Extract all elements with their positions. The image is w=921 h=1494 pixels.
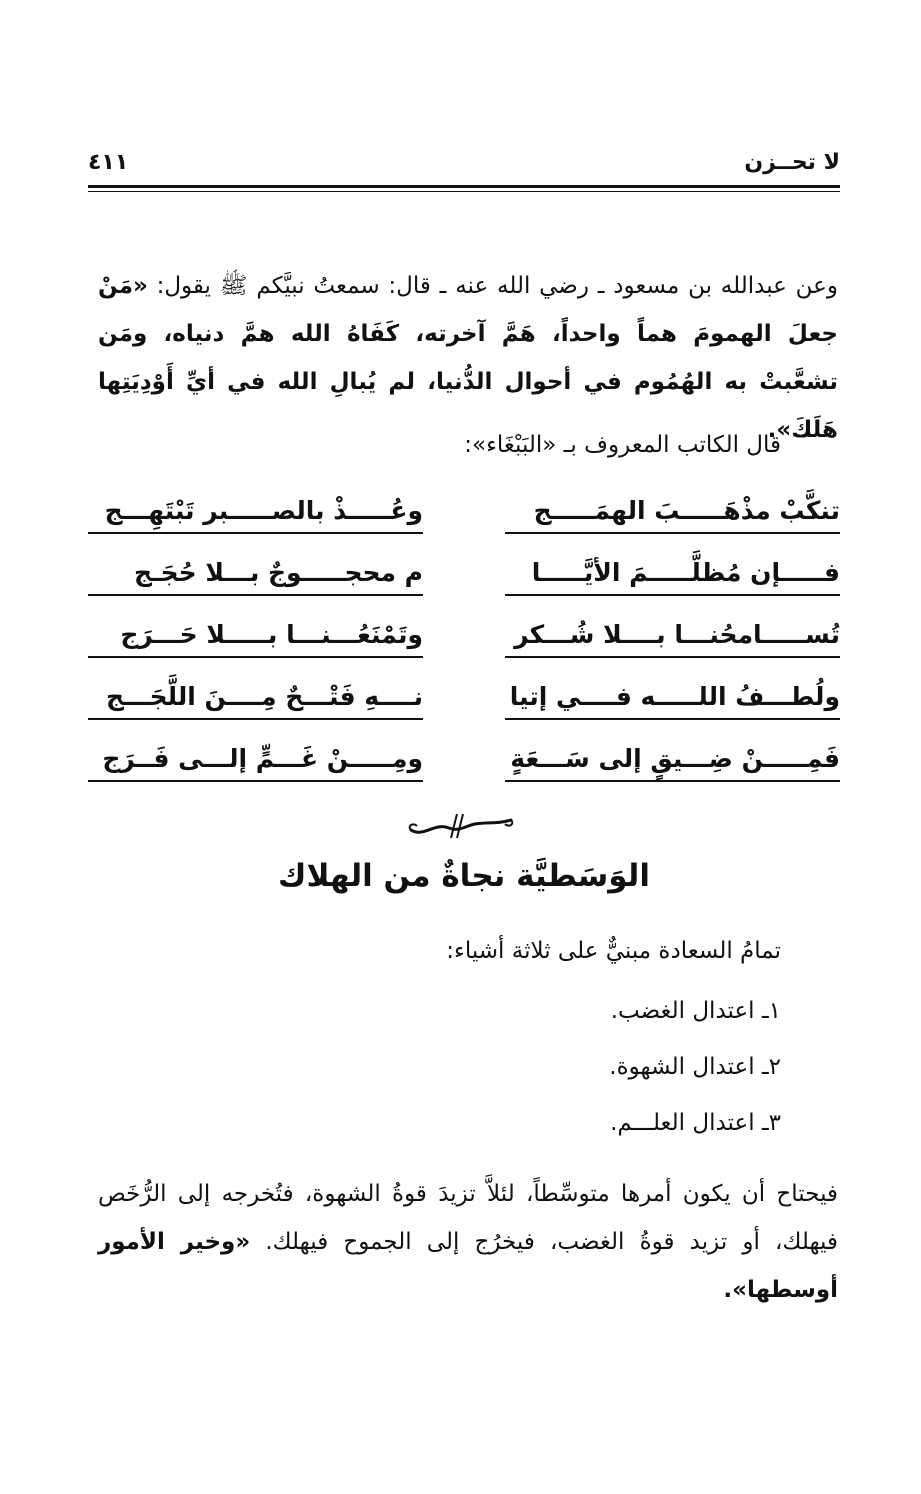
- verse-second-hemistich: ومِـــــنْ غَـــمٍّ إلـــى فَــرَج: [88, 742, 423, 782]
- numbered-list: [609, 998, 781, 1166]
- poem-verse: [88, 680, 840, 742]
- poem-intro: قال الكاتب المعروف بـ «البَبْغَاء»:: [464, 432, 781, 458]
- hadith-text: «مَنْ جعلَ الهمومَ هماً واحداً، هَمَّ آخرته، كَفَاهُ الله همَّ دنياه، ومَن تشعَّبتْ به الهُمُوم في أحوال الدُّنيا، لم يُبالِ الله في أيِّ أَوْدِيَتِها هَلَكَ».: [98, 273, 838, 443]
- running-header: [88, 148, 840, 188]
- verse-second-hemistich: نــــهِ فَتْـــحٌ مِــــنَ اللَّجَـــج: [88, 680, 423, 720]
- header-rule-thin: [88, 191, 840, 192]
- verse-second-hemistich: وتَمْنَعُـــنـــا بـــــلا حَـــرَج: [88, 618, 423, 658]
- conclusion-text: فيحتاح أن يكون أمرها متوسِّطاً، لئلاَّ تزيدَ قوةُ الشهوة، فتُخرجه إلى الرُّخَص فيهلك، أو تزيد قوةُ الغضب، فيخرُج إلى الجموح فيهلك.: [98, 1181, 838, 1255]
- poem-verse: [88, 742, 840, 804]
- header-rule-thick: [88, 185, 840, 188]
- hadith-intro: وعن عبدالله بن مسعود ـ رضي الله عنه ـ قال: سمعتُ نبيَّكم ﷺ يقول:: [147, 273, 838, 299]
- section-ornament-icon: [405, 808, 517, 844]
- book-title: لا تحــزن: [744, 150, 840, 175]
- list-item: ٢ـ اعتدال الشهوة.: [609, 1054, 781, 1080]
- section-title: الوَسَطيَّة نجاةٌ من الهلاك: [278, 858, 650, 894]
- poem-verse: [88, 556, 840, 618]
- verse-first-hemistich: فَمِـــــنْ ضِـــيقٍ إلى سَـــعَةٍ: [505, 742, 840, 782]
- verse-second-hemistich: وعُـــــذْ بالصـــــبر تَبْتَهِـــج: [88, 494, 423, 534]
- list-item: ٣ـ اعتدال العلـــم.: [610, 1110, 781, 1136]
- poem-verse: [88, 494, 840, 556]
- verse-first-hemistich: ولُطـــفُ اللـــــه فــــي إتيا: [505, 680, 840, 720]
- list-item: ١ـ اعتدال الغضب.: [610, 998, 781, 1024]
- page-number: ٤١١: [88, 150, 129, 175]
- section-lead: تمامُ السعادة مبنيٌّ على ثلاثة أشياء:: [446, 938, 781, 964]
- hadith-paragraph: [98, 262, 838, 454]
- conclusion-quote: «وخير الأمور أوسطها».: [98, 1229, 838, 1303]
- verse-first-hemistich: فـــــإن مُظلَّـــــمَ الأيَّـــــا: [505, 556, 840, 596]
- poem: [88, 494, 840, 804]
- conclusion-paragraph: [98, 1170, 838, 1314]
- verse-first-hemistich: تنكَّبْ مذْهَـــــبَ الهمَـــــج: [505, 494, 840, 534]
- verse-second-hemistich: م محجـــــوجٌ بـــلا حُجَـج: [88, 556, 423, 596]
- verse-first-hemistich: تُســـــامحُنـــا بــــلا شُـــكر: [505, 618, 840, 658]
- poem-verse: [88, 618, 840, 680]
